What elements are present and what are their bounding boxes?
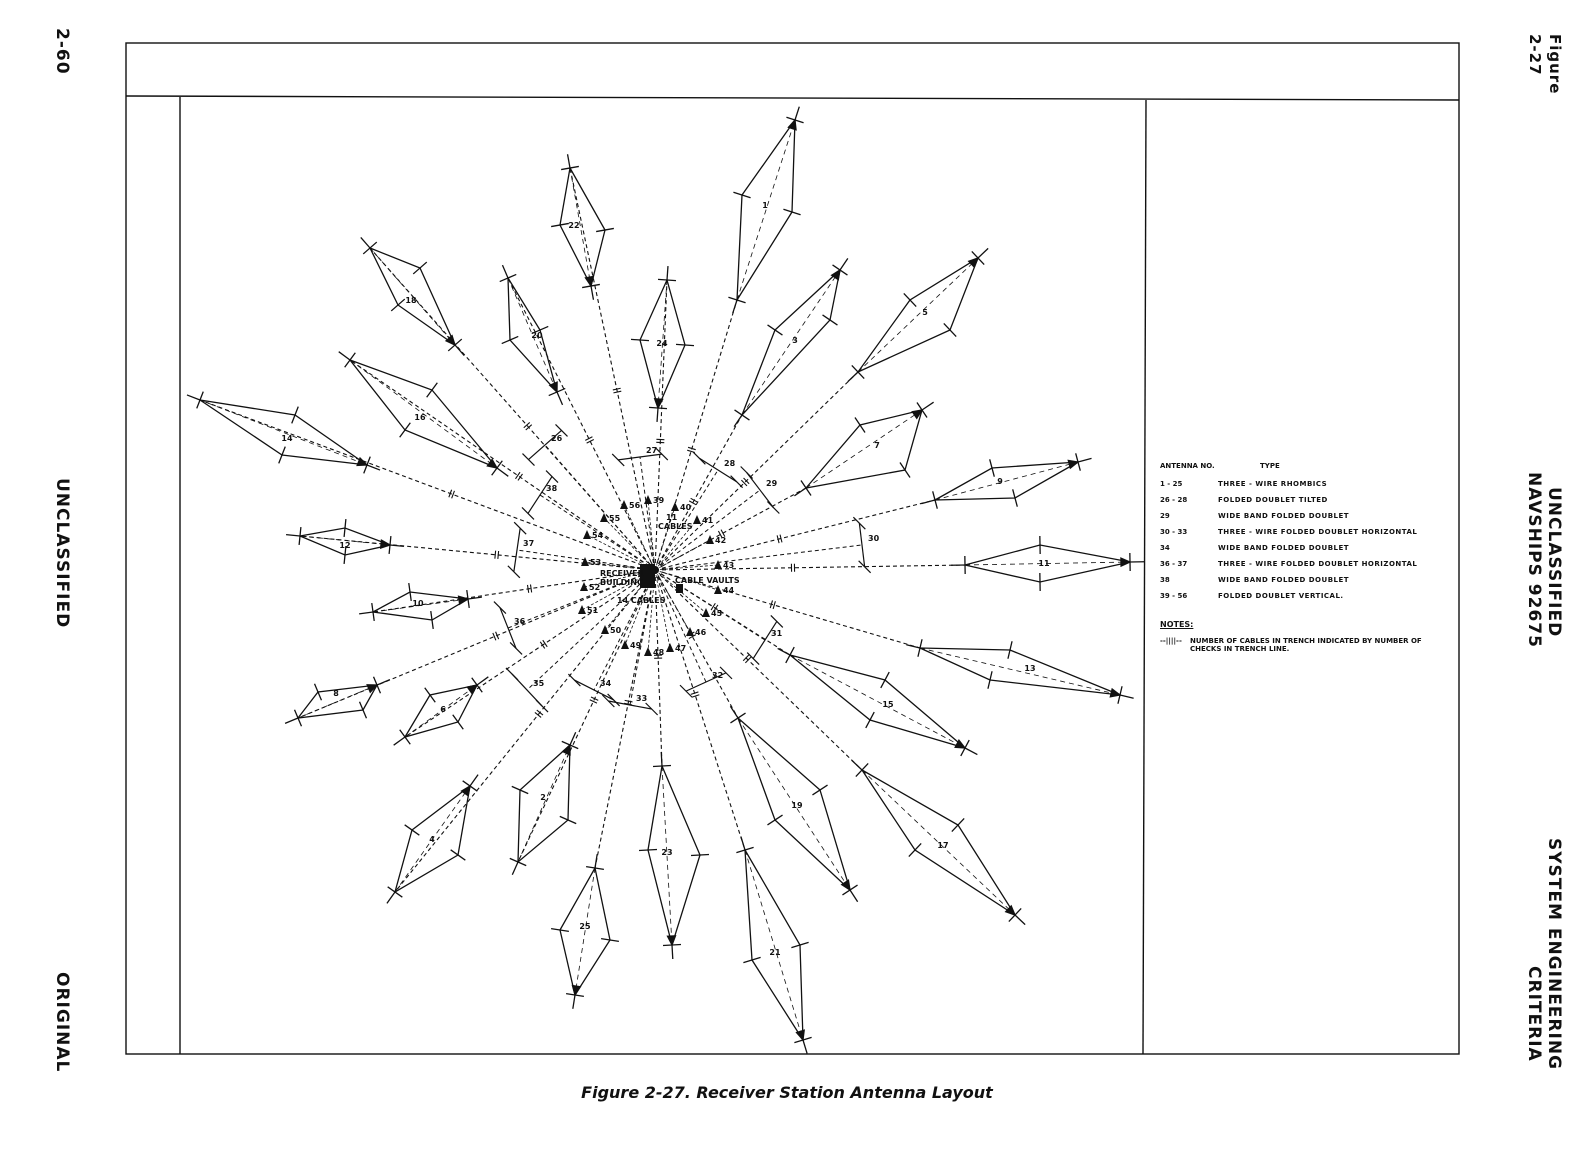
vertical-doublet-47 (666, 643, 674, 652)
doublet-label-29: 29 (766, 479, 778, 488)
rhombic-center-wire (575, 868, 595, 995)
figure-caption: Figure 2-27. Receiver Station Antenna Layout (581, 1083, 993, 1102)
doublet-end-tick (693, 452, 705, 464)
vertical-doublet-56 (620, 500, 628, 509)
trench-line (640, 457, 655, 570)
legend-type: WIDE BAND FOLDED DOUBLET (1218, 512, 1350, 520)
rhombic-label-2: 2 (540, 793, 546, 802)
rhombic-feed (906, 645, 920, 648)
rhombic-label-4: 4 (429, 835, 435, 844)
trench-line (655, 565, 965, 570)
legend-range: 36 - 37 (1160, 560, 1188, 568)
doublet-end-tick (731, 476, 743, 488)
doublet-end-tick (568, 674, 580, 686)
support-pole (649, 407, 667, 408)
vertical-label-51: 51 (587, 606, 599, 615)
rhombic-center-wire (858, 258, 978, 372)
trench-line (655, 545, 862, 570)
rhombic-label-22: 22 (568, 221, 580, 230)
rhombic-end (1078, 458, 1092, 462)
vertical-label-48: 48 (653, 648, 665, 657)
rhombic-label-19: 19 (791, 801, 803, 810)
rhombic-feed (741, 837, 745, 850)
rhombic-terminator (797, 1030, 805, 1040)
cables-11-label-b: CABLES (658, 522, 693, 531)
rhombic-feed (502, 265, 508, 278)
doublet-label-33: 33 (636, 694, 648, 703)
vertical-doublet-50 (601, 625, 609, 634)
vertical-label-43: 43 (723, 561, 735, 570)
title-line-2: CRITERIA (1524, 966, 1544, 1062)
legend-range: 38 (1160, 576, 1170, 584)
doublet-label-27: 27 (646, 446, 658, 455)
right-classification: UNCLASSIFIED (1544, 487, 1564, 638)
doublet-end-tick (522, 507, 534, 519)
receiver-building-label-1: RECEIVER (600, 569, 644, 578)
legend-row (1160, 528, 1430, 536)
rhombic-end (1015, 915, 1025, 925)
rhombic-end (591, 286, 593, 300)
rhombic-terminator (462, 786, 470, 796)
rhombic-terminator (585, 276, 593, 286)
rhombic-end (557, 392, 563, 405)
legend-type: THREE - WIRE FOLDED DOUBLET HORIZONTAL (1218, 560, 1418, 568)
support-pole (730, 713, 745, 723)
trench-check (590, 700, 597, 703)
rhombic-center-wire (920, 648, 1120, 695)
document-number: NAVSHIPS 92675 (1524, 472, 1544, 648)
receiver-building-label-2: BUILDING (600, 578, 644, 587)
support-pole (639, 849, 657, 850)
rhombic-end (497, 468, 508, 476)
trench-line (350, 360, 658, 570)
rhombic-center-wire (935, 462, 1078, 500)
doublet-end-tick (546, 471, 558, 483)
rhombic-label-16: 16 (414, 413, 426, 422)
rhombic-feed (187, 395, 200, 400)
rhombic-end (470, 775, 478, 786)
rhombic-label-25: 25 (579, 922, 591, 931)
vertical-label-49: 49 (630, 641, 642, 650)
vertical-doublet-40 (671, 502, 679, 511)
vertical-label-44: 44 (723, 586, 735, 595)
left-classification: UNCLASSIFIED (52, 478, 72, 629)
trench-check (452, 491, 455, 498)
support-pole (658, 279, 676, 280)
trench-line (595, 570, 655, 868)
legend-range: 26 - 28 (1160, 496, 1188, 504)
doublet-label-28: 28 (724, 459, 736, 468)
rhombic-end (477, 677, 488, 685)
legend-row (1160, 576, 1430, 584)
doublet-label-31: 31 (771, 629, 783, 638)
legend-type: WIDE BAND FOLDED DOUBLET (1218, 544, 1350, 552)
support-pole (413, 262, 427, 274)
vertical-label-52: 52 (589, 583, 601, 592)
rhombic-feed (361, 237, 370, 248)
trench-check (498, 551, 499, 559)
rhombic-feed (848, 372, 858, 382)
rhombic-terminator (1068, 460, 1078, 468)
rhombic-terminator (668, 936, 676, 945)
vertical-label-56: 56 (629, 501, 641, 510)
rhombic-label-5: 5 (922, 308, 928, 317)
doublet-antenna-38 (528, 477, 552, 514)
rhombic-end (922, 402, 934, 410)
rhombic-terminator (572, 985, 580, 995)
notes-title: NOTES: (1160, 620, 1194, 629)
support-pole (952, 818, 964, 831)
rhombic-terminator (842, 880, 850, 890)
support-pole (786, 647, 794, 663)
rhombic-feed (730, 706, 738, 718)
rhombic-label-17: 17 (937, 841, 949, 850)
vertical-doublet-44 (714, 585, 722, 594)
rhombic-terminator (459, 596, 468, 604)
doublet-end-tick (506, 668, 518, 680)
rhombic-end (978, 248, 988, 258)
title-line-1: SYSTEM ENGINEERING (1544, 838, 1564, 1071)
legend-antenna-header: ANTENNA NO. (1160, 462, 1215, 470)
vertical-label-40: 40 (680, 503, 692, 512)
support-pole (866, 712, 874, 728)
trench-line (200, 400, 658, 570)
legend-type-header: TYPE (1260, 462, 1280, 470)
legend-row (1160, 592, 1430, 600)
vertical-doublet-54 (583, 530, 591, 539)
page-number: 2-60 (52, 28, 72, 75)
doublet-label-36: 36 (514, 617, 526, 626)
rhombic-end (657, 408, 658, 422)
vertical-doublet-41 (693, 515, 701, 524)
rhombic-label-3: 3 (792, 336, 798, 345)
rhombic-label-8: 8 (333, 689, 339, 698)
doublet-label-37: 37 (523, 539, 535, 548)
trench-check (495, 551, 496, 559)
trench-check (773, 601, 775, 609)
legend (1160, 462, 1430, 653)
support-pole (909, 843, 921, 856)
vertical-label-47: 47 (675, 644, 687, 653)
rhombic-feed (359, 612, 373, 614)
legend-type: THREE - WIRE RHOMBICS (1218, 480, 1328, 488)
support-pole (767, 815, 782, 825)
trench-check (691, 498, 698, 502)
rhombic-label-9: 9 (997, 477, 1003, 486)
doublet-antenna-37 (514, 528, 520, 572)
rhombic-label-20: 20 (531, 331, 543, 340)
figure-label: Figure (1546, 34, 1564, 95)
rhombic-terminator (832, 270, 840, 280)
vertical-label-55: 55 (609, 514, 621, 523)
vertical-doublet-43 (714, 560, 722, 569)
support-pole (389, 536, 391, 554)
rhombic-feed (339, 352, 350, 360)
rhombic-end (573, 995, 575, 1009)
doublet-label-32: 32 (712, 671, 724, 680)
rhombic-label-11: 11 (1038, 559, 1050, 568)
rhombic-feed (568, 154, 570, 168)
doublet-end-tick (508, 566, 520, 578)
support-pole (453, 715, 464, 730)
rhombic-terminator (446, 336, 455, 345)
vertical-label-54: 54 (592, 531, 604, 540)
rhombic-terminator (1110, 689, 1120, 697)
cables-14-label: 14 CABLES (617, 596, 666, 605)
support-pole (768, 325, 783, 335)
support-pole (691, 854, 709, 855)
doublet-end-tick (510, 642, 522, 654)
rhombic-feed (921, 500, 935, 504)
rhombic-label-18: 18 (405, 296, 417, 305)
rhombic-end (850, 890, 858, 902)
legend-type: FOLDED DOUBLET VERTICAL. (1218, 592, 1344, 600)
doublet-label-35: 35 (533, 679, 545, 688)
doublet-end-tick (767, 501, 779, 513)
rhombic-terminator (1121, 558, 1130, 566)
support-pole (676, 344, 694, 345)
trench-line (655, 500, 935, 570)
rhombic-label-21: 21 (769, 948, 781, 957)
trench-check (493, 633, 496, 640)
notes-symbol: --||||-- (1160, 637, 1182, 645)
rhombic-terminator (487, 459, 497, 468)
support-pole (344, 519, 346, 537)
rhombic-end (803, 1040, 807, 1053)
doublet-label-34: 34 (600, 679, 612, 688)
vertical-label-50: 50 (610, 626, 622, 635)
rhombic-label-14: 14 (281, 434, 293, 443)
rhombic-end (377, 680, 390, 685)
legend-range: 34 (1160, 544, 1170, 552)
rhombic-end (367, 465, 380, 470)
doublet-end-tick (646, 703, 658, 715)
rhombic-end (795, 107, 799, 120)
rhombic-label-10: 10 (412, 599, 424, 608)
trench-check (625, 700, 633, 702)
vertical-label-46: 46 (695, 628, 707, 637)
rhombic-feed (394, 737, 405, 745)
trench-check (530, 585, 531, 593)
rhombic-feed (661, 752, 662, 766)
rhombic-label-13: 13 (1024, 664, 1036, 673)
rhombic-terminator (381, 540, 390, 548)
doublet-end-tick (741, 467, 753, 479)
vertical-label-41: 41 (702, 516, 714, 525)
support-pole (663, 944, 681, 945)
rhombic-label-6: 6 (440, 705, 446, 714)
vertical-label-45: 45 (711, 609, 723, 618)
rhombic-end (570, 732, 576, 745)
rhombic-feed (734, 415, 742, 427)
notes-text: NUMBER OF CABLES IN TRENCH INDICATED BY NUMBER OF CHECKS IN TRENCH LINE. (1190, 637, 1422, 653)
doublet-end-tick (680, 685, 692, 697)
figure-number: 2-27 (1526, 34, 1544, 76)
trench-check (528, 585, 529, 593)
rhombic-center-wire (518, 745, 570, 862)
rhombic-end (840, 258, 848, 270)
doublet-label-30: 30 (868, 534, 880, 543)
rhombic-terminator (563, 745, 570, 755)
rhombic-label-1: 1 (762, 201, 768, 210)
rhombic-end (672, 945, 673, 959)
legend-range: 29 (1160, 512, 1170, 520)
rhombic-end (468, 597, 482, 599)
rhombic-center-wire (742, 270, 840, 415)
legend-range: 39 - 56 (1160, 592, 1188, 600)
trench-check (587, 439, 594, 443)
support-pole (735, 410, 750, 420)
left-original: ORIGINAL (52, 972, 72, 1073)
trench-line (655, 570, 745, 850)
legend-row (1160, 560, 1430, 568)
rhombic-end (1120, 695, 1134, 698)
doublet-antenna-29 (747, 473, 774, 508)
cable-vault-block (676, 584, 683, 593)
vertical-label-42: 42 (715, 536, 727, 545)
vertical-doublet-45 (702, 608, 710, 617)
doublet-label-26: 26 (551, 434, 563, 443)
vertical-doublet-53 (581, 557, 589, 566)
doublet-antenna-36 (500, 608, 516, 649)
legend-row (1160, 544, 1430, 552)
rhombic-terminator (550, 382, 557, 392)
legend-range: 30 - 33 (1160, 528, 1188, 536)
legend-type: THREE - WIRE FOLDED DOUBLET HORIZONTAL (1218, 528, 1418, 536)
cable-vaults-label: CABLE VAULTS (675, 576, 740, 585)
rhombic-terminator (788, 120, 796, 130)
rhombic-center-wire (745, 850, 803, 1040)
doublet-end-tick (514, 522, 526, 534)
feed-line (604, 518, 655, 570)
trench-line (508, 278, 658, 570)
rhombic-end (965, 748, 977, 755)
rhombic-end (455, 345, 464, 356)
rhombic-feed (285, 718, 298, 723)
rhombic-feed (667, 266, 668, 280)
rhombic-terminator (467, 685, 477, 694)
vertical-label-53: 53 (590, 558, 602, 567)
vertical-doublet-51 (578, 605, 586, 614)
legend-type: WIDE BAND FOLDED DOUBLET (1218, 576, 1350, 584)
doublet-antenna-31 (753, 621, 777, 658)
vertical-doublet-49 (621, 640, 629, 649)
vertical-doublet-48 (644, 647, 652, 656)
legend-range: 1 - 25 (1160, 480, 1183, 488)
support-pole (812, 785, 827, 795)
legend-row (1160, 496, 1430, 504)
rhombic-center-wire (790, 655, 965, 748)
rhombic-feed (778, 648, 790, 655)
feed-line (648, 500, 655, 570)
support-pole (904, 293, 916, 306)
rhombic-feed (387, 892, 395, 903)
cables-11-label-a: 11 (666, 513, 678, 522)
legend-row (1160, 480, 1430, 488)
rhombic-feed (794, 488, 806, 496)
doublet-end-tick (494, 602, 506, 614)
support-pole (653, 765, 671, 766)
support-pole (363, 242, 377, 254)
rhombic-feed (733, 300, 737, 313)
legend-type: FOLDED DOUBLET TILTED (1218, 496, 1328, 504)
doublet-end-tick (608, 694, 620, 706)
rhombic-feed (286, 535, 300, 536)
trench-line (655, 372, 858, 570)
rhombic-label-7: 7 (874, 441, 880, 450)
vertical-label-39: 39 (653, 496, 665, 505)
rhombic-feed (852, 760, 862, 770)
support-pole (391, 299, 405, 311)
vertical-doublet-55 (600, 513, 608, 522)
rhombic-center-wire (806, 410, 922, 488)
trench-check (585, 437, 592, 441)
rhombic-label-23: 23 (661, 848, 673, 857)
support-pole (944, 323, 956, 336)
rhombic-label-24: 24 (656, 339, 668, 348)
support-pole (881, 672, 889, 688)
support-pole (631, 339, 649, 340)
doublet-end-tick (771, 615, 783, 627)
legend-row (1160, 512, 1430, 520)
doublet-label-38: 38 (546, 484, 558, 493)
rhombic-label-15: 15 (882, 700, 894, 709)
support-pole (823, 315, 838, 325)
vertical-doublet-42 (706, 535, 714, 544)
support-pole (855, 418, 865, 433)
support-pole (299, 527, 301, 545)
rhombic-label-12: 12 (339, 541, 351, 550)
rhombic-feed (512, 862, 518, 875)
